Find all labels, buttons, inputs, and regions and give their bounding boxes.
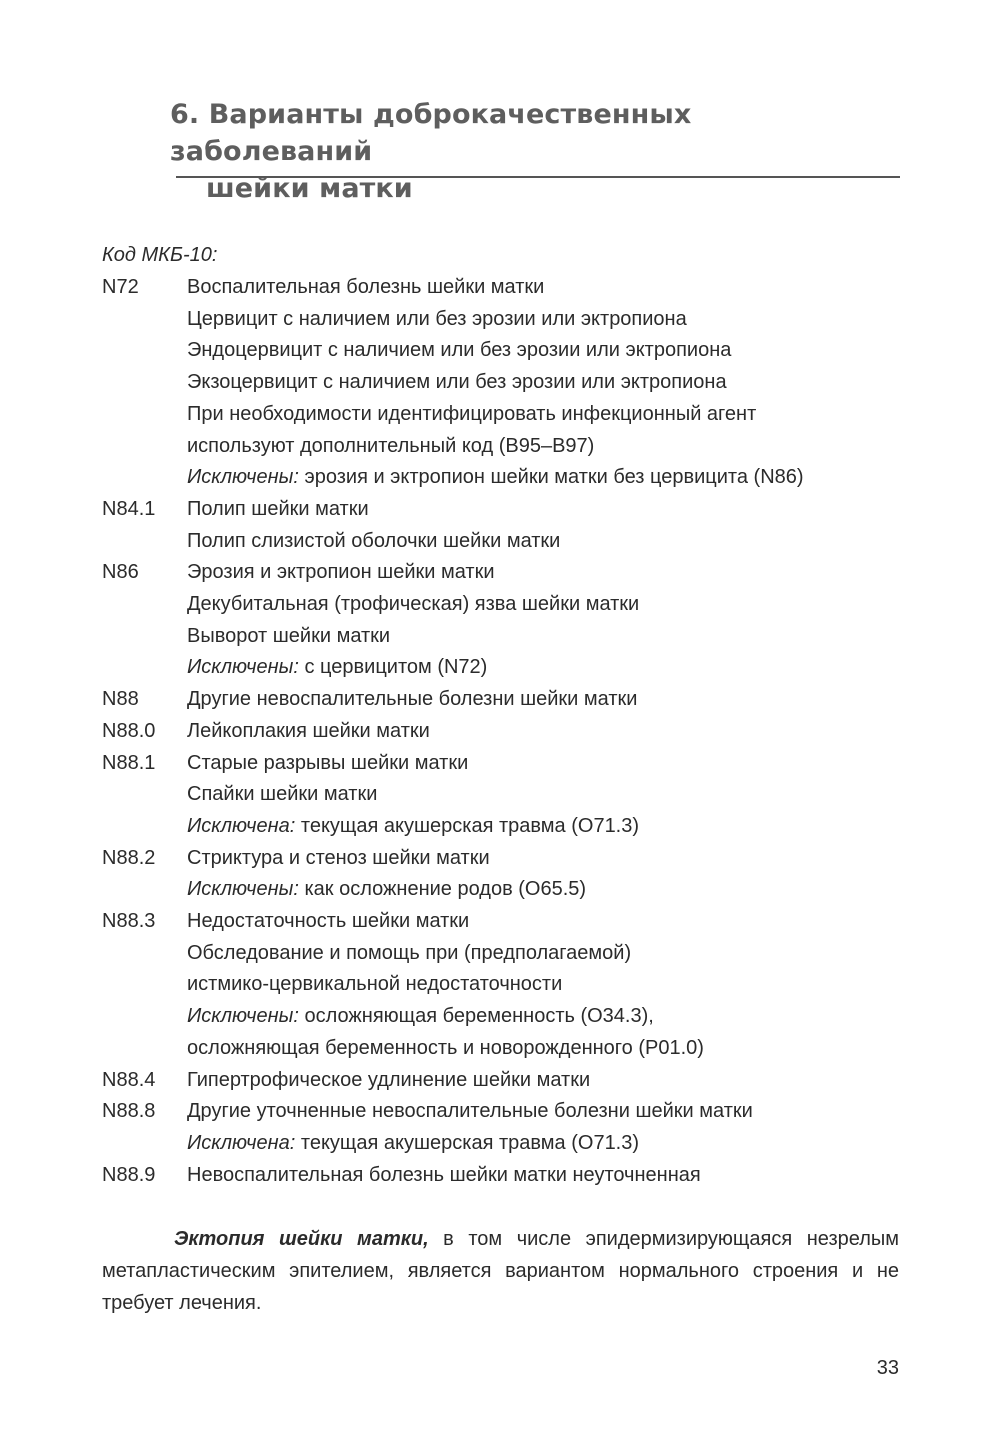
line-text: Спайки шейки матки — [187, 783, 378, 806]
line-text: Воспалительная болезнь шейки матки — [187, 276, 545, 298]
icd-description-line — [187, 969, 902, 1001]
icd-description-line — [187, 335, 902, 367]
icd-code: N88.2 — [102, 846, 156, 869]
exclusion-label: Исключены: — [187, 1005, 299, 1028]
icd-description-line — [187, 748, 902, 780]
icd-exclusion-line — [187, 462, 902, 494]
icd-code: N88.9 — [102, 1163, 156, 1186]
line-text: При необходимости идентифицировать инфекционный агент — [187, 402, 757, 425]
icd-description — [187, 684, 902, 716]
icd-description-line — [187, 621, 902, 653]
icd-entry-row — [102, 1096, 902, 1159]
icd-description-line — [187, 1160, 902, 1192]
icd-entry-row — [102, 716, 902, 748]
icd-description-line — [187, 1033, 902, 1065]
exclusion-label: Исключены: — [187, 656, 299, 679]
exclusion-label: Исключена: — [187, 1131, 296, 1154]
icd-description — [187, 272, 902, 494]
line-text: Недостаточность шейки матки — [187, 910, 470, 933]
line-text: текущая акушерская травма (O71.3) — [295, 1131, 640, 1154]
line-text: Декубитальная (трофическая) язва шейки матки — [187, 593, 640, 616]
icd-description — [187, 494, 902, 557]
line-text: Полип шейки матки — [187, 497, 369, 520]
paragraph-term: Эктопия шейки матки, — [174, 1228, 429, 1250]
icd-description-line — [187, 906, 902, 938]
icd-description — [187, 557, 902, 684]
exclusion-label: Исключены: — [187, 466, 299, 489]
icd-code: N86 — [102, 561, 139, 584]
line-text: Цервицит с наличием или без эрозии или эктропиона — [187, 307, 687, 330]
icd-exclusion-line — [187, 874, 902, 906]
icd-code: N88.0 — [102, 719, 156, 742]
chapter-title-line-2: шейки матки — [206, 173, 413, 204]
icd-entry-row — [102, 1065, 902, 1097]
icd-entry-row — [102, 748, 902, 843]
icd-exclusion-line — [187, 1128, 902, 1160]
line-text: Экзоцервицит с наличием или без эрозии или эктропиона — [187, 371, 727, 394]
line-text: Стриктура и стеноз шейки матки — [187, 846, 490, 869]
icd-description-line — [187, 367, 902, 399]
icd-description-line — [187, 843, 902, 875]
icd-exclusion-line — [187, 811, 902, 843]
line-text: Другие невоспалительные болезни шейки матки — [187, 688, 638, 711]
icd-code: N88.4 — [102, 1068, 156, 1091]
line-text: Старые разрывы шейки матки — [187, 751, 469, 774]
icd-entry-row — [102, 272, 902, 494]
icd-description-line — [187, 1096, 902, 1128]
chapter-title-line-1: 6. Варианты доброкачественных заболеваний — [170, 99, 692, 167]
line-text: Эрозия и эктропион шейки матки — [187, 561, 495, 584]
line-text: Полип слизистой оболочки шейки матки — [187, 529, 561, 552]
icd-description-line — [187, 494, 902, 526]
line-text: как осложнение родов (O65.5) — [298, 878, 587, 901]
page-number: 33 — [876, 1357, 899, 1379]
exclusion-label: Исключены: — [187, 878, 299, 901]
icd-entry-row — [102, 684, 902, 716]
icd-description — [187, 1096, 902, 1159]
icd-description-line — [187, 431, 902, 463]
icd-exclusion-line — [187, 1001, 902, 1033]
icd-description — [187, 1160, 902, 1192]
icd-description — [187, 748, 902, 843]
icd-description-line — [187, 684, 902, 716]
icd-description — [187, 843, 902, 906]
icd-entry-row — [102, 557, 902, 684]
icd-entry-row — [102, 906, 902, 1065]
icd-entry-row — [102, 1160, 902, 1192]
icd-description — [187, 1065, 902, 1097]
icd-description-line — [187, 272, 902, 304]
icd-code: N88.1 — [102, 751, 156, 774]
icd-code: N84.1 — [102, 497, 156, 520]
line-text: осложняющая беременность (O34.3), — [298, 1005, 654, 1028]
icd-description-line — [187, 589, 902, 621]
line-text: Лейкоплакия шейки матки — [187, 719, 430, 742]
icd-description — [187, 716, 902, 748]
icd-entry-row — [102, 494, 902, 557]
line-text: текущая акушерская травма (O71.3) — [295, 814, 640, 837]
line-text: Выворот шейки матки — [187, 624, 391, 647]
line-text: эрозия и эктропион шейки матки без цервицита (N86) — [298, 466, 804, 489]
icd-description-line — [187, 716, 902, 748]
icd-description-line — [187, 526, 902, 558]
line-text: с цервицитом (N72) — [298, 656, 488, 679]
icd-code: N72 — [102, 276, 139, 298]
line-text: Невоспалительная болезнь шейки матки неуточненная — [187, 1163, 701, 1186]
line-text: истмико-цервикальной недостаточности — [187, 973, 563, 996]
icd-description-line — [187, 399, 902, 431]
icd-description-line — [187, 779, 902, 811]
line-text: Обследование и помощь при (предполагаемой) — [187, 941, 632, 964]
chapter-title — [170, 96, 900, 207]
icd-code-list — [102, 272, 902, 1191]
exclusion-label: Исключена: — [187, 814, 296, 837]
icd-entry-row — [102, 843, 902, 906]
title-underline — [176, 176, 900, 178]
icd-description — [187, 906, 902, 1065]
icd-code: N88 — [102, 688, 139, 711]
icd-description-line — [187, 304, 902, 336]
paragraph-text: в том числе эпидермизирующаяся незрелым метапластическим эпителием, является вариантом нормального строения и не требует лечения. — [102, 1228, 899, 1314]
icd-description-line — [187, 1065, 902, 1097]
line-text: Гипертрофическое удлинение шейки матки — [187, 1068, 591, 1091]
icd-code: N88.3 — [102, 910, 156, 933]
line-text: Другие уточненные невоспалительные болезни шейки матки — [187, 1100, 753, 1123]
icd-description-line — [187, 557, 902, 589]
line-text: используют дополнительный код (B95–B97) — [187, 434, 595, 457]
line-text: осложняющая беременность и новорожденного (P01.0) — [187, 1036, 704, 1059]
ectopia-paragraph — [102, 1223, 899, 1319]
icd-code-label: Код МКБ-10: — [102, 244, 218, 266]
icd-exclusion-line — [187, 652, 902, 684]
icd-code: N88.8 — [102, 1100, 156, 1123]
icd-description-line — [187, 938, 902, 970]
line-text: Эндоцервицит с наличием или без эрозии или эктропиона — [187, 339, 732, 362]
